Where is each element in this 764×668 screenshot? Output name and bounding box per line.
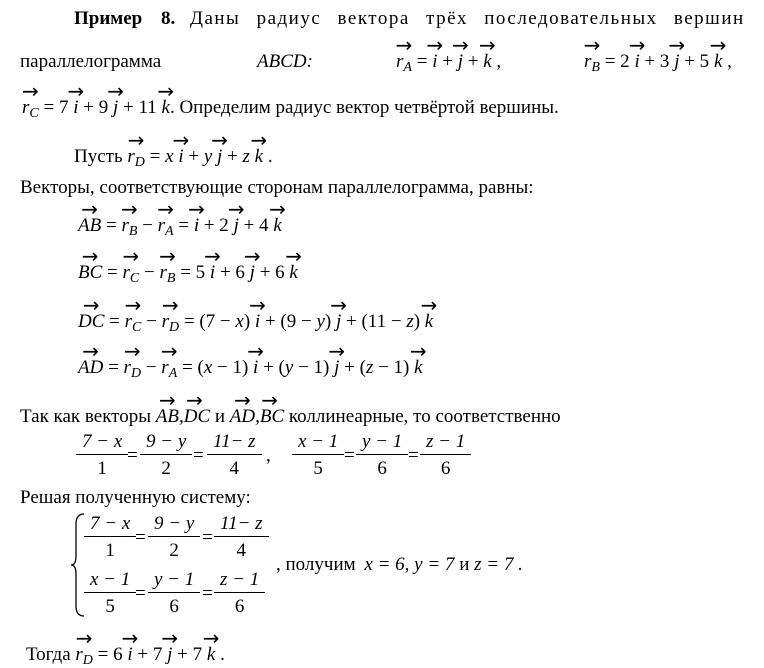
frac-2: 9 − y 2 [140, 432, 192, 478]
frac-1: 7 − x 1 [76, 432, 128, 478]
frac-4: x − 1 5 [292, 432, 344, 478]
vector-rA: → $r_A$ = → i + → j + → k , [396, 52, 501, 75]
eq-sign: = [202, 527, 213, 548]
eq-sign: = [193, 445, 204, 466]
frac-6: z − 1 6 [420, 432, 471, 478]
eq-AB: → AB = → $r_B$ − → $r_A$ = → i + 2 → j + 4 → k [78, 216, 282, 239]
solve-text: Решая полученную систему: [20, 487, 251, 508]
frac-5: y − 1 6 [356, 432, 408, 478]
result-y: y = 7 [414, 554, 455, 575]
final-text: Тогда [26, 644, 71, 665]
vec-AD: → AD [230, 407, 255, 426]
vec-DC: → ,DC [179, 407, 210, 426]
comma: , [266, 445, 271, 466]
sys-frac-5: y − 1 6 [148, 570, 200, 616]
vec-BC: → ,BC [255, 407, 284, 426]
eq-sign: = [408, 445, 419, 466]
line3-text: . Определим радиус вектор четвёртой вершины. [169, 97, 559, 118]
sys-frac-2: 9 − y 2 [148, 514, 200, 560]
sides-text: Векторы, соответствующие сторонам параллелограмма, равны: [20, 177, 534, 198]
example-label: Пример [74, 8, 143, 29]
eq-AD: → AD = → $r_D$ − → $r_A = (x - 1) \to i + (y - 1) \to j + (z - 1) \to k$ [78, 358, 423, 381]
vec-AB: → AB [156, 407, 179, 426]
eq-sign: = [344, 445, 355, 466]
figure-name: ABCD: [257, 51, 313, 72]
eq-sign: = [127, 445, 138, 466]
let-rD: Пусть → $r_D = x \to i + y \to j + z \to k$ . [74, 147, 273, 170]
heading-line [74, 9, 745, 28]
sys-frac-6: z − 1 6 [214, 570, 265, 616]
result-z: z = 7 . [474, 554, 523, 575]
eq-DC: → DC = → $r_C$ − → $r_D = (7 - x) \to i + (9 - y) \to j + (11 - z) \to k$ [78, 312, 433, 335]
line-vertices [20, 52, 161, 71]
collinear-t2: коллинеарные, то соответственно [288, 406, 561, 427]
eq-sign: = [135, 527, 146, 548]
collinear-t1: Так как векторы [20, 406, 151, 427]
example-number: 8. [161, 8, 176, 29]
sys-frac-1: 7 − x 1 [84, 514, 136, 560]
result-and: и [459, 554, 470, 575]
result-x: x = 6 [364, 554, 405, 575]
sys-frac-3: 11− z 4 [214, 514, 269, 560]
rA-rhs: = → i + → j + → k , [417, 51, 501, 72]
result-text: , получим [276, 554, 356, 575]
let-word: Пусть [74, 146, 123, 167]
vector-rC: → $r_C = 7 \to i + 9 \to j + 11 \to k$. Определим радиус вектор четвёртой вершины. [22, 98, 559, 121]
heading-text: Даны радиус вектора трёх последовательных вершин [190, 8, 745, 29]
final-line: Тогда → $r_D = 6 \to i + 7 \to j + 7 \to k$ . [26, 645, 225, 668]
vector-rB: → $r_B = 2 \to i + 3 \to j + 5 \to k$ , [584, 52, 732, 75]
eq-sign: = [202, 583, 213, 604]
eq-sign: = [135, 583, 146, 604]
solve-result: , получим x = 6, y = 7 и z = 7 . [276, 554, 523, 575]
collinear-line [20, 407, 561, 426]
frac-3: 11− z 4 [207, 432, 262, 478]
sys-frac-4: x − 1 5 [84, 570, 136, 616]
word-parallelogram: параллелограмма [20, 51, 162, 72]
collinear-and: и [214, 406, 226, 427]
eq-BC: → BC = → $r_C$ − → $r_B = 5 \to i + 6 \to j + 6 \to k$ [78, 263, 298, 286]
rB-rhs: = 2 → i + 3 → j + 5 → k , [605, 51, 732, 72]
